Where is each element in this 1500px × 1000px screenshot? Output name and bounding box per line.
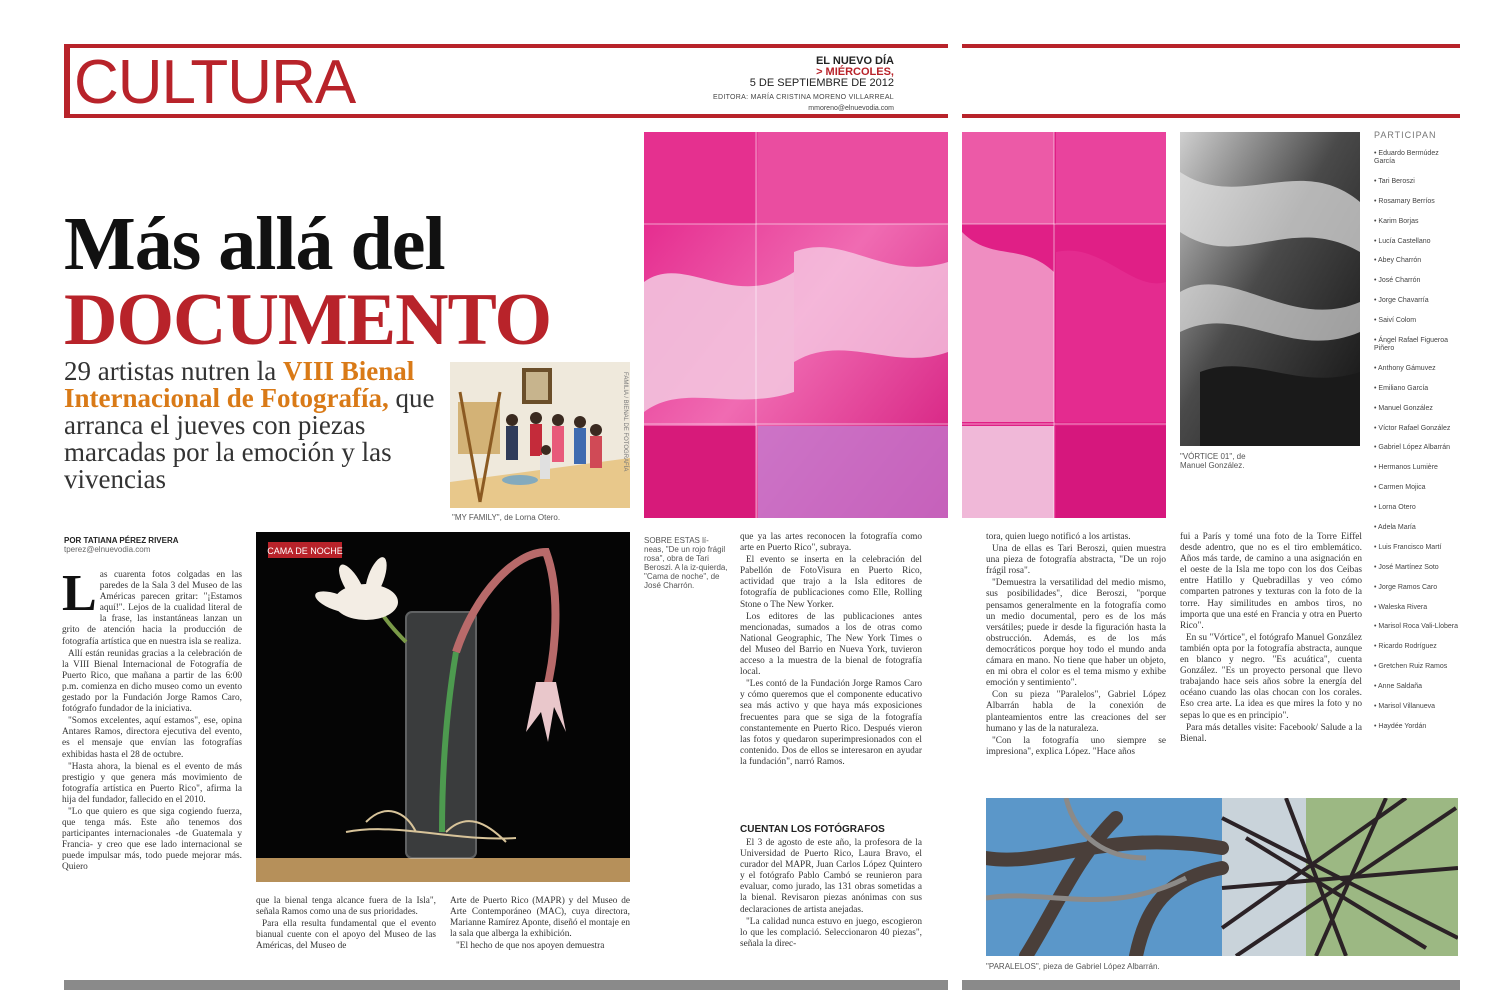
day-label: > MIÉRCOLES, xyxy=(816,66,894,78)
byline-author: POR TATIANA PÉREZ RIVERA xyxy=(64,536,179,545)
masthead-meta xyxy=(713,56,894,114)
paragraph: En su "Vórtice", el fotógrafo Manuel González también opta por la fotografía abstracta, aunque en blanco y negro. "Es acuática", cuenta González. "Es un proyecto personal que llevo trabajando hace seis años sobre la energía del océano cuando las olas chocan con los corales. Eso crea arte. La idea es que mires la foto y no sepas lo que es en principio". xyxy=(1180,632,1362,721)
footer-bar-left xyxy=(64,980,948,990)
deck-highlight: VIII Bienal Internacional de Fotografía, xyxy=(64,356,415,413)
vortice-caption: "VÓRTICE 01", de Manuel González. xyxy=(1180,452,1246,470)
my-family-photo xyxy=(450,362,630,508)
participants-list xyxy=(1374,150,1460,743)
body-column-4 xyxy=(740,532,922,824)
participant: • Gretchen Ruiz Ramos xyxy=(1374,663,1448,671)
paragraph: "Les contó de la Fundación Jorge Ramos Caro y cómo queremos que el componente educativo sea más activo y que haya más exposiciones frecuentes para que se siga de la fotografía constantemente en Puerto Rico. Después vieron las fotos y quedaron superimpresionados con el contenido. Dos de ellos se interesaron en ayudar la fundación", narró Ramos. xyxy=(740,679,922,767)
pink-abstract-photo-right xyxy=(962,132,1166,518)
family-credit: FAMILIA / BIENAL DE FOTOGRAFÍA xyxy=(622,372,628,472)
participant: • Lucía Castellano xyxy=(1374,237,1431,245)
participant: • Hermanos Lumière xyxy=(1374,464,1438,472)
body-column-2 xyxy=(256,896,436,972)
participant: • Víctor Rafael González xyxy=(1374,424,1451,432)
participant: • José Charrón xyxy=(1374,277,1421,285)
paralelos-photo xyxy=(986,798,1458,956)
paragraph: Con su pieza "Paralelos", Gabriel López Albarrán habla de la conexión de planteamientos entre las creaciones del ser humano y las de la naturaleza. xyxy=(986,690,1166,734)
participant: • Anthony Gámuvez xyxy=(1374,364,1436,372)
paralelos-caption: "PARALELOS", pieza de Gabriel López Albarrán. xyxy=(986,962,1160,971)
paragraph: que la bienal tenga alcance fuera de la Isla", señala Ramos como una de sus prioridades. xyxy=(256,896,436,918)
date-label: 5 DE SEPTIEMBRE DE 2012 xyxy=(749,77,894,89)
participant: • Karim Borjas xyxy=(1374,217,1419,225)
byline xyxy=(64,536,179,554)
paragraph: "Con la fotografía uno siempre se impresiona", explica López. "Hace años xyxy=(986,735,1166,757)
participant: • Emiliano García xyxy=(1374,384,1429,392)
participant: • Ricardo Rodríguez xyxy=(1374,643,1437,651)
paragraph: "Somos excelentes, aquí estamos", ese, opina Antares Ramos, directora ejecutiva del evento, es el mensaje que envían las fotografías exhibidas hasta el 28 de octubre. xyxy=(62,716,242,760)
participant: • Marisol Villanueva xyxy=(1374,703,1436,711)
participant: • Haydée Yordán xyxy=(1374,722,1427,730)
deck-post: que arranca el jueves con piezas marcadas por la emoción y las vivencias xyxy=(64,383,435,494)
participant: • Abey Charrón xyxy=(1374,257,1422,265)
cama-de-noche-photo xyxy=(256,532,630,882)
paragraph: Los editores de las publicaciones antes mencionadas, sumados a los de otras como National Geographic, The New York Times o del Museo del Barrio en Nueva York, tuvieron acceso a la muestra de la bienal de fotografía local. xyxy=(740,611,922,678)
pink-photo-caption: SOBRE ESTAS lí-neas, "De un rojo frágil rosa", obra de Tari Beroszi. A la iz-quierda, "Cama de noche", de José Charrón. xyxy=(644,536,728,590)
headline-line-2: DOCUMENTO xyxy=(64,279,552,361)
paragraph: que ya las artes reconocen la fotografía como arte en Puerto Rico", subraya. xyxy=(740,532,922,554)
pink-abstract-photo-left xyxy=(644,132,948,518)
participants-title: PARTICIPAN xyxy=(1374,130,1437,140)
paragraph: "La calidad nunca estuvo en juego, escogieron lo que les complació. Seleccionaron 40 piezas", señala la direc- xyxy=(740,916,922,949)
paragraph: "Hasta ahora, la bienal es el evento de más prestigio y que genera más movimiento de fotografía artística en Puerto Rico", afirma la hija del fundador, fallecido en el 2010. xyxy=(62,761,242,805)
top-rule-right xyxy=(962,44,1460,48)
deck xyxy=(64,358,444,493)
body-column-4b xyxy=(740,838,922,972)
participant: • Tari Beroszi xyxy=(1374,177,1415,185)
participant: • Marisol Roca Vali-Llobera xyxy=(1374,623,1459,631)
subhead-cuentan: CUENTAN LOS FOTÓGRAFOS xyxy=(740,824,885,835)
photo-stamp-label: CAMA DE NOCHE xyxy=(267,546,343,556)
body-column-5 xyxy=(986,532,1166,788)
deck-pre: 29 artistas nutren la xyxy=(64,356,277,386)
participant: • Gabriel López Albarrán xyxy=(1374,444,1450,452)
paragraph: "El hecho de que nos apoyen demuestra xyxy=(456,941,605,952)
participant: • Saiví Colom xyxy=(1374,317,1417,325)
participant: • Adela María xyxy=(1374,524,1416,532)
participant: • Jorge Chavarría xyxy=(1374,297,1429,305)
paragraph: Una de ellas es Tari Beroszi, quien muestra una pieza de fotografía abstracta, "De un rojo frágil rosa". xyxy=(986,544,1166,577)
participant: • Rosamary Berríos xyxy=(1374,197,1435,205)
participant: • Carmen Mojica xyxy=(1374,484,1426,492)
editor-label: EDITORA: MARÍA CRISTINA MORENO VILLARREAL xyxy=(713,94,894,101)
paragraph: tora, quien luego notificó a los artistas. xyxy=(986,532,1131,542)
participant: • Lorna Otero xyxy=(1374,504,1416,512)
paragraph: El 3 de agosto de este año, la profesora de la Universidad de Puerto Rico, Laura Bravo, el curador del MAPR, Juan Carlos López Quintero y el fotógrafo Pablo Cambó se reunieron para evaluar, como jurado, las 131 obras sometidas a la bienal. Revisaron piezas anónimas con sus declaraciones de artista anejadas. xyxy=(740,838,922,915)
body-column-1 xyxy=(62,570,242,972)
paragraph: Allí están reunidas gracias a la celebración de la VIII Bienal Internacional de Fotografía de Puerto Rico, que mañana a partir de las 6:00 p.m. comienza en dicho museo como un evento gestado por la Fundación Jorge Ramos Caro, fotógrafo fundador de la iniciativa. xyxy=(62,648,242,715)
participant: • Anne Saldaña xyxy=(1374,683,1422,691)
paragraph: as cuarenta fotos colgadas en las paredes de la Sala 3 del Museo de las Américas parecen gritar: "¡Estamos aquí!". Lejos de la cualidad literal de la frase, las instantáneas lanzan un grito de atención hacia la producción de fotografía artística que en nuestra isla se realiza. xyxy=(62,570,242,647)
newspaper-name: EL NUEVO DÍA xyxy=(815,55,894,67)
masthead-bottom-rule-right xyxy=(962,114,1460,118)
vortice-photo xyxy=(1180,132,1360,446)
drop-cap: L xyxy=(62,570,97,622)
footer-bar-right xyxy=(962,980,1460,990)
byline-email: tperez@elnuevodia.com xyxy=(64,545,151,554)
paragraph: fui a París y tomé una foto de la Torre Eiffel desde adentro, que no es el tiro emblemático. Años más tarde, de camino a una asignación en el oeste de la Isla me topo con los dos Ceibas entre Hatillo y Quebradillas y veo cómo comparten patrones y texturas con la foto de la torre. Hay similitudes en ambos tiros, no importa que una esté en Francia y otra en Puerto Rico". xyxy=(1180,532,1362,631)
body-column-6 xyxy=(1180,532,1362,788)
paragraph: Para ella resulta fundamental que el evento bianual cuente con el apoyo del Museo de las Américas, del Museo de xyxy=(256,919,436,952)
body-column-3 xyxy=(450,896,630,972)
editor-email: mmoreno@elnuevodia.com xyxy=(808,105,894,112)
paragraph: Para más detalles visite: Facebook/ Salude a la Bienal. xyxy=(1180,722,1362,744)
participant: • Manuel González xyxy=(1374,404,1433,412)
participant: • Waleska Rivera xyxy=(1374,603,1428,611)
participant: • Eduardo Bermúdez García xyxy=(1374,150,1439,165)
headline-line-1: Más allá del xyxy=(64,202,445,286)
paragraph: "Demuestra la versatilidad del medio mismo, sus posibilidades", dice Beroszi, "porque pensamos generalmente en la fotografía como un medio documental, pero es de los más versátiles; puede ir desde la figuración hasta la obstrucción. Además, es de los más democráticos porque hoy todo el mundo anda cámara en mano. No tiene que haber un objeto, en mi obra el color es el tema mismo y exhibe emoción y sentimiento". xyxy=(986,578,1166,689)
paragraph: Arte de Puerto Rico (MAPR) y del Museo de Arte Contemporáneo (MAC), cuya directora, Marianne Ramírez Aponte, diseñó el montaje en la sala que alberga la exhibición. xyxy=(450,896,630,940)
masthead-bracket xyxy=(64,46,70,118)
participant: • Ángel Rafael Figueroa Piñero xyxy=(1374,337,1449,353)
paragraph: "Lo que quiero es que siga cogiendo fuerza, que tenga más. Este año tenemos dos participantes internacionales -de Guatemala y Francia- y creo que ese lado internacional se puede impulsar más, todo puede mejorar más. Quiero xyxy=(62,806,242,873)
participant: • Jorge Ramos Caro xyxy=(1374,583,1438,591)
section-title: CULTURA xyxy=(74,48,356,117)
participant: • Luis Francisco Martí xyxy=(1374,543,1442,551)
participant: • José Martínez Soto xyxy=(1374,563,1439,571)
paragraph: El evento se inserta en la celebración del Pabellón de FotoVisura en Puerto Rico, actividad que trajo a la Isla editores de fotografía de publicaciones como Elle, Rolling Stone o The New Yorker. xyxy=(740,555,922,610)
family-caption: "MY FAMILY", de Lorna Otero. xyxy=(452,513,561,522)
